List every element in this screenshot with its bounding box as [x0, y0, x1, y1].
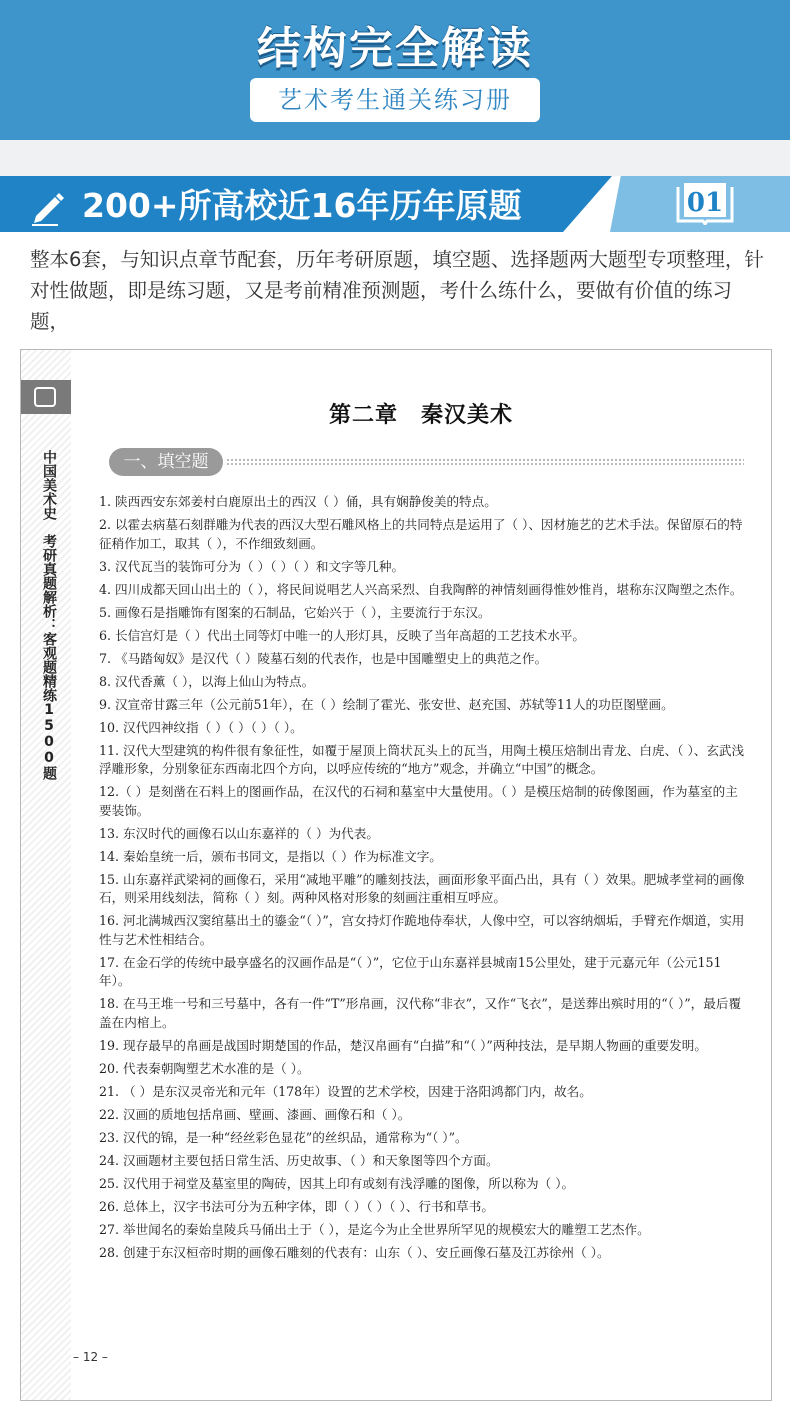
- divider-strip: [0, 140, 790, 176]
- question-item: 16. 河北满城西汉窦绾墓出土的鎏金“（ ）”，宫女持灯作跪地侍奉状，人像中空，可以容纳烟垢，手臂充作烟道，实用性与艺术性相结合。: [99, 913, 745, 947]
- question-item: 11. 汉代大型建筑的构件很有象征性，如覆于屋顶上筒状瓦头上的瓦当，用陶土模压焙制出青龙、白虎、（ ）、玄武浅浮雕形象，分别象征东西南北四个方向，以呼应传统的“地方”观念，并确立“中国”的概念。: [99, 742, 745, 776]
- banner-subtitle: 艺术考生通关练习册: [250, 78, 540, 122]
- section-title: 200+所高校近16年历年原题: [82, 186, 522, 225]
- logo-icon: [21, 380, 71, 414]
- intro-paragraph: 整本6套，与知识点章节配套，历年考研原题，填空题、选择题两大题型专项整理，针对性做题，即是练习题，又是考前精准预测题，考什么练什么，要做有价值的练习题，: [30, 248, 764, 333]
- question-item: 19. 现存最早的帛画是战国时期楚国的作品，楚汉帛画有“白描”和“（ ）”两种技法，是早期人物画的重要发明。: [99, 1037, 707, 1053]
- question-item: 27. 举世闻名的秦始皇陵兵马俑出土于（ ），是迄今为止全世界所罕见的规模宏大的雕塑工艺杰作。: [99, 1221, 650, 1237]
- question-item: 21. （ ）是东汉灵帝光和元年（178年）设置的艺术学校，因建于洛阳鸿都门内，故名。: [99, 1083, 592, 1099]
- pencil-icon: [28, 186, 68, 226]
- question-item: 8. 汉代香薰（ ），以海上仙山为特点。: [99, 673, 315, 689]
- dotted-divider: [226, 458, 744, 466]
- question-item: 28. 创建于东汉桓帝时期的画像石雕刻的代表有：山东（ ）、安丘画像石墓及江苏徐州（ ）。: [99, 1244, 610, 1260]
- question-item: 22. 汉画的质地包括帛画、壁画、漆画、画像石和（ ）。: [99, 1106, 411, 1122]
- question-item: 3. 汉代瓦当的装饰可分为（ ）（ ）（ ）和文字等几种。: [99, 558, 405, 574]
- question-item: 14. 秦始皇统一后，颁布书同文，是指以（ ）作为标准文字。: [99, 848, 442, 864]
- book-page: [20, 349, 772, 1401]
- question-item: 10. 汉代四神纹指（ ）（ ）（ ）（ ）。: [99, 719, 303, 735]
- question-item: 26. 总体上，汉字书法可分为五种字体，即（ ）（ ）（ ）、行书和草书。: [99, 1198, 494, 1214]
- question-item: 1. 陕西西安东郊姜村白鹿原出土的西汉（ ）俑，具有娴静俊美的特点。: [99, 494, 497, 509]
- page-number: – 12 –: [73, 1350, 108, 1364]
- question-item: 12.（ ）是刻凿在石料上的图画作品，在汉代的石祠和墓室中大量使用。（ ）是模压焙制的砖像图画，作为墓室的主要装饰。: [99, 784, 738, 818]
- side-book-title: 中国美术史 考研真题解析：客观题精练1500题: [41, 450, 57, 780]
- question-item: 5. 画像石是指雕饰有图案的石制品，它始兴于（ ），主要流行于东汉。: [99, 604, 491, 620]
- question-item: 17. 在金石学的传统中最享盛名的汉画作品是“（ ）”，它位于山东嘉祥县城南15公里处，建于元嘉元年（公元151年）。: [99, 954, 722, 988]
- question-item: 15. 山东嘉祥武梁祠的画像石，采用“减地平雕”的雕刻技法，画面形象平面凸出，具有（ ）效果。肥城孝堂祠的画像石，则采用线刻法，简称（ ）刻。两种风格对形象的刻画注重相互呼应。: [99, 871, 745, 905]
- question-item: 13. 东汉时代的画像石以山东嘉祥的（ ）为代表。: [99, 825, 379, 841]
- book-number-icon: [676, 181, 734, 225]
- question-item: 23. 汉代的锦，是一种“经丝彩色显花”的丝织品，通常称为“（ ）”。: [99, 1129, 468, 1145]
- question-item: 6. 长信宫灯是（ ）代出土同等灯中唯一的人形灯具，反映了当年高超的工艺技术水平。: [99, 627, 585, 643]
- question-item: 4. 四川成都天回山出土的（ ），将民间说唱艺人兴高采烈、自我陶醉的神情刻画得惟妙惟肖，堪称东汉陶塑之杰作。: [99, 581, 743, 597]
- question-item: 9. 汉宣帝甘露三年（公元前51年），在（ ）绘制了霍光、张安世、赵充国、苏轼等11人的功臣图壁画。: [99, 696, 674, 712]
- banner-title: 结构完全解读: [257, 23, 533, 74]
- chapter-title: 第二章 秦汉美术: [328, 402, 513, 428]
- question-item: 2. 以霍去病墓石刻群雕为代表的西汉大型石雕风格上的共同特点是运用了（ ）、因材施艺的艺术手法。保留原石的特征稍作加工，取其（ ），不作细致刻画。: [99, 517, 743, 551]
- header-banner: [0, 0, 790, 140]
- question-item: 24. 汉画题材主要包括日常生活、历史故事、（ ）和天象图等四个方面。: [99, 1152, 499, 1168]
- question-list: [99, 493, 749, 1267]
- question-item: 18. 在马王堆一号和三号墓中，各有一件“T”形帛画，汉代称“非衣”，又作“飞衣”，是送葬出殡时用的“（ ）”，最后覆盖在内棺上。: [99, 996, 742, 1030]
- question-item: 7. 《马踏匈奴》是汉代（ ）陵墓石刻的代表作，也是中国雕塑史上的典范之作。: [99, 650, 548, 666]
- section-number: 01: [686, 188, 724, 218]
- section-tag: 一、填空题: [109, 448, 223, 476]
- question-item: 20. 代表秦朝陶塑艺术水准的是（ ）。: [99, 1060, 310, 1076]
- question-item: 25. 汉代用于祠堂及墓室里的陶砖，因其上印有或刻有浅浮雕的图像，所以称为（ ）。: [99, 1175, 575, 1191]
